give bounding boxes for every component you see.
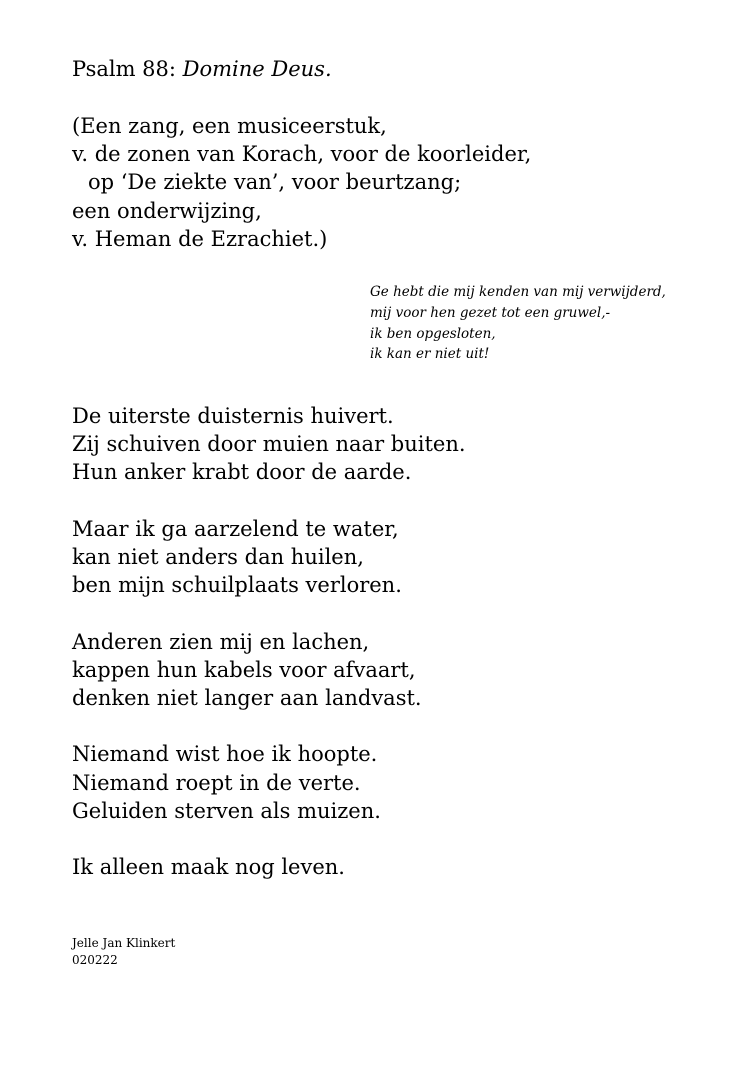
verse-line: Niemand roept in de verte. bbox=[72, 770, 361, 795]
stanza-5 bbox=[72, 853, 466, 881]
stanza-3 bbox=[72, 628, 466, 713]
verse-line: Zij schuiven door muien naar buiten. bbox=[72, 432, 466, 457]
verse-line: denken niet langer aan landvast. bbox=[72, 686, 422, 710]
verse-line: ben mijn schuilplaats verloren. bbox=[72, 573, 402, 598]
title-latin: Domine Deus. bbox=[182, 57, 332, 81]
stanza-1 bbox=[72, 402, 466, 487]
superscription-line: op ‘De ziekte van’, voor beurtzang; bbox=[88, 170, 462, 195]
verse-line: Maar ik ga aarzelend te water, bbox=[72, 516, 399, 541]
date-code: 020222 bbox=[72, 953, 118, 967]
motto-line: ik kan er niet uit! bbox=[370, 346, 490, 363]
verse-line: kappen hun kabels voor afvaart, bbox=[72, 657, 416, 682]
superscription-line: een onderwijzing, bbox=[72, 198, 262, 223]
verse-line: Anderen zien mij en lachen, bbox=[72, 629, 370, 654]
verse-line: Ik alleen maak nog leven. bbox=[72, 855, 345, 880]
motto-line: mij voor hen gezet tot een gruwel,- bbox=[370, 304, 611, 321]
verse-line: Hun anker krabt door de aarde. bbox=[72, 460, 412, 485]
superscription-line: (Een zang, een musiceerstuk, bbox=[72, 114, 387, 138]
poem-body bbox=[72, 402, 466, 910]
superscription-line: v. de zonen van Korach, voor de koorleider, bbox=[72, 142, 532, 167]
title-prefix: Psalm 88: bbox=[72, 57, 183, 81]
superscription bbox=[72, 112, 531, 253]
poem-title bbox=[72, 55, 332, 83]
signature bbox=[72, 935, 175, 969]
superscription-line: v. Heman de Ezrachiet.) bbox=[72, 226, 328, 251]
verse-line: De uiterste duisternis huivert. bbox=[72, 404, 394, 428]
verse-line: Geluiden sterven als muizen. bbox=[72, 798, 381, 823]
motto-quote bbox=[370, 282, 666, 365]
verse-line: kan niet anders dan huilen, bbox=[72, 545, 364, 569]
author-name: Jelle Jan Klinkert bbox=[72, 936, 176, 950]
motto-line: Ge hebt die mij kenden van mij verwijderd, bbox=[370, 284, 666, 300]
stanza-2 bbox=[72, 515, 466, 600]
motto-line: ik ben opgesloten, bbox=[370, 325, 496, 342]
stanza-4 bbox=[72, 740, 466, 825]
verse-line: Niemand wist hoe ik hoopte. bbox=[72, 742, 378, 767]
